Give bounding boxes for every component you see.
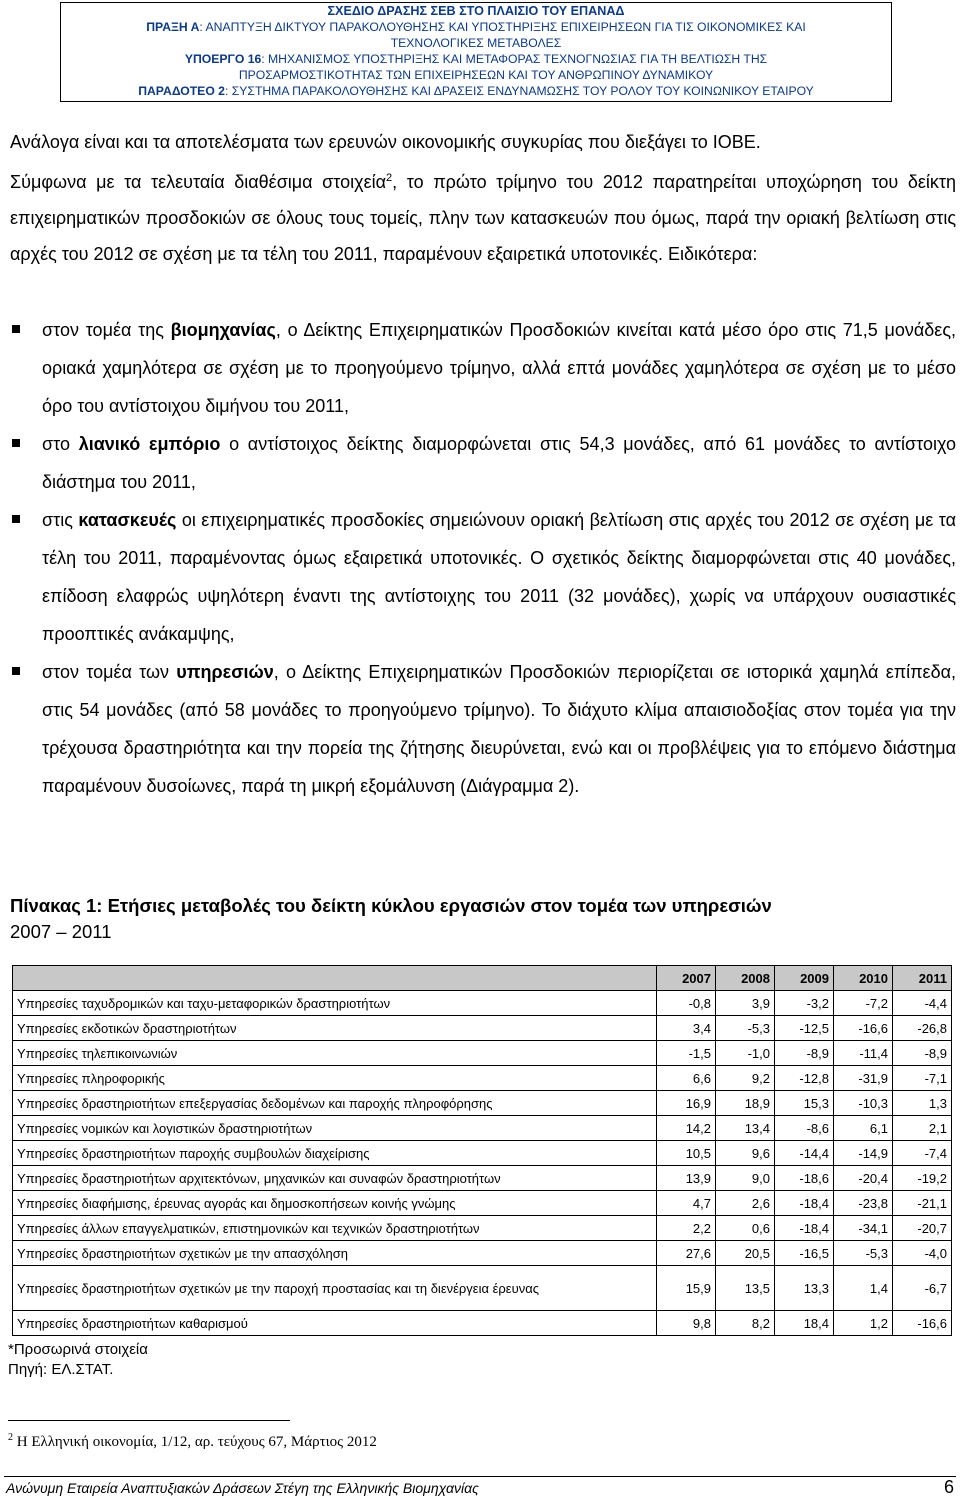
source-note: Πηγή: ΕΛ.ΣΤΑΤ. (8, 1361, 114, 1378)
value-cell: -20,7 (893, 1216, 952, 1241)
value-cell: -7,4 (893, 1141, 952, 1166)
row-label: Υπηρεσίες τηλεπικοινωνιών (13, 1041, 657, 1066)
bullet-marker (12, 667, 20, 675)
table-row (13, 1266, 952, 1311)
header-line-3: ΤΕΧΝΟΛΟΓΙΚΕΣ ΜΕΤΑΒΟΛΕΣ (390, 36, 562, 50)
value-cell: -7,1 (893, 1066, 952, 1091)
value-cell: 16,9 (657, 1091, 716, 1116)
header-line-1: ΣΧΕΔΙΟ ΔΡΑΣΗΣ ΣΕΒ ΣΤΟ ΠΛΑΙΣΙΟ ΤΟΥ ΕΠΑΝΑΔ (327, 4, 625, 18)
value-cell: 4,7 (657, 1191, 716, 1216)
table-row (13, 1241, 952, 1266)
table-row (13, 991, 952, 1016)
value-cell: 14,2 (657, 1116, 716, 1141)
table-row (13, 1191, 952, 1216)
value-cell: -23,8 (834, 1191, 893, 1216)
table-row (13, 1091, 952, 1116)
value-cell: 3,9 (716, 991, 775, 1016)
value-cell: -11,4 (834, 1041, 893, 1066)
value-cell: 9,8 (657, 1311, 716, 1336)
bullet-marker (12, 325, 20, 333)
value-cell: 3,4 (657, 1016, 716, 1041)
provisional-note: *Προσωρινά στοιχεία (8, 1341, 148, 1358)
row-label: Υπηρεσίες δραστηριοτήτων σχετικών με την παροχή προστασίας και τη διενέργεια έρευνας (13, 1266, 657, 1311)
value-cell: 20,5 (716, 1241, 775, 1266)
value-cell: 8,2 (716, 1311, 775, 1336)
value-cell: 6,1 (834, 1116, 893, 1141)
value-cell: 2,6 (716, 1191, 775, 1216)
value-cell: 2,2 (657, 1216, 716, 1241)
value-cell: 6,6 (657, 1066, 716, 1091)
row-label: Υπηρεσίες διαφήμισης, έρευνας αγοράς και δημοσκοπήσεων κοινής γνώμης (13, 1191, 657, 1216)
value-cell: -1,0 (716, 1041, 775, 1066)
year-header: 2011 (893, 966, 952, 991)
footnote-ref: 2 (386, 172, 393, 184)
row-label: Υπηρεσίες δραστηριοτήτων σχετικών με την απασχόληση (13, 1241, 657, 1266)
value-cell: -4,0 (893, 1241, 952, 1266)
value-cell: -7,2 (834, 991, 893, 1016)
table-row (13, 1066, 952, 1091)
value-cell: -14,4 (775, 1141, 834, 1166)
row-label: Υπηρεσίες νομικών και λογιστικών δραστηριοτήτων (13, 1116, 657, 1141)
bullet-marker (12, 439, 20, 447)
value-cell: -1,5 (657, 1041, 716, 1066)
value-cell: -6,7 (893, 1266, 952, 1311)
value-cell: -8,9 (775, 1041, 834, 1066)
page-number: 6 (943, 1477, 954, 1497)
bullet-industry: στον τομέα της βιομηχανίας, ο Δείκτης Επιχειρηματικών Προσδοκιών κινείται κατά μέσο όρο στις 71,5 μονάδες, οριακά χαμηλότερα σε σχέση με το προηγούμενο τρίμηνο, αλλά επτά μονάδες χαμηλότερα σε σχέση με το μέσο όρο του αντίστοιχου διμήνου του 2011, (10, 311, 956, 425)
table-header-row (13, 966, 952, 991)
table-row (13, 1311, 952, 1336)
value-cell: -10,3 (834, 1091, 893, 1116)
value-cell: -0,8 (657, 991, 716, 1016)
table-row (13, 1041, 952, 1066)
row-label: Υπηρεσίες δραστηριοτήτων καθαρισμού (13, 1311, 657, 1336)
value-cell: 15,3 (775, 1091, 834, 1116)
value-cell: 13,4 (716, 1116, 775, 1141)
row-label: Υπηρεσίες δραστηριοτήτων επεξεργασίας δεδομένων και παροχής πληροφόρησης (13, 1091, 657, 1116)
value-cell: -12,5 (775, 1016, 834, 1041)
footer-organization: Ανώνυμη Εταιρεία Αναπτυξιακών Δράσεων Στέγη της Ελληνικής Βιομηχανίας (6, 1480, 479, 1496)
header-line-5: ΠΡΟΣΑΡΜΟΣΤΙΚΟΤΗΤΑΣ ΤΩΝ ΕΠΙΧΕΙΡΗΣΕΩΝ ΚΑΙ ΤΟΥ ΑΝΘΡΩΠΙΝΟΥ ΔΥΝΑΜΙΚΟΥ (238, 68, 714, 82)
value-cell: 1,2 (834, 1311, 893, 1336)
value-cell: -5,3 (716, 1016, 775, 1041)
value-cell: -19,2 (893, 1166, 952, 1191)
table-notes (8, 1340, 148, 1380)
bullet-list (10, 311, 956, 805)
footnote-separator (8, 1420, 290, 1421)
value-cell: 0,6 (716, 1216, 775, 1241)
value-cell: -16,6 (834, 1016, 893, 1041)
value-cell: -18,4 (775, 1216, 834, 1241)
bullet-retail: στο λιανικό εμπόριο ο αντίστοιχος δείκτης διαμορφώνεται στις 54,3 μονάδες, από 61 μονάδες το αντίστοιχο διάστημα του 2011, (10, 425, 956, 501)
value-cell: -16,6 (893, 1311, 952, 1336)
table-title: Πίνακας 1: Ετήσιες μεταβολές του δείκτη κύκλου εργασιών στον τομέα των υπηρεσιών 2007 – 2011 (10, 895, 772, 942)
value-cell: -34,1 (834, 1216, 893, 1241)
value-cell: 18,4 (775, 1311, 834, 1336)
table-row (13, 1141, 952, 1166)
value-cell: -8,6 (775, 1116, 834, 1141)
value-cell: 27,6 (657, 1241, 716, 1266)
table-row (13, 1216, 952, 1241)
value-cell: 2,1 (893, 1116, 952, 1141)
table-row (13, 1116, 952, 1141)
header-line-4: ΥΠΟΕΡΓΟ 16: ΜΗΧΑΝΙΣΜΟΣ ΥΠΟΣΤΗΡΙΞΗΣ ΚΑΙ ΜΕΤΑΦΟΡΑΣ ΤΕΧΝΟΓΝΩΣΙΑΣ ΓΙΑ ΤΗ ΒΕΛΤΙΩΣΗ ΤΗΣ (184, 52, 768, 66)
value-cell: -18,4 (775, 1191, 834, 1216)
value-cell: -20,4 (834, 1166, 893, 1191)
row-label: Υπηρεσίες εκδοτικών δραστηριοτήτων (13, 1016, 657, 1041)
row-label: Υπηρεσίες δραστηριοτήτων παροχής συμβουλών διαχείρισης (13, 1141, 657, 1166)
value-cell: -26,8 (893, 1016, 952, 1041)
bullet-services: στον τομέα των υπηρεσιών, ο Δείκτης Επιχειρηματικών Προσδοκιών περιορίζεται σε ιστορικά χαμηλά επίπεδα, στις 54 μονάδες (από 58 μονάδες το προηγούμενο τρίμηνο). Το διάχυτο κλίμα απαισιοδοξίας στον τομέα για την τρέχουσα δραστηριότητα και την πορεία της ζήτησης διευρύνεται, ενώ και οι προβλέψεις για το επόμενο διάστημα παραμένουν δυσοίωνες, παρά τη μικρή εξομάλυνση (Διάγραμμα 2). (10, 653, 956, 805)
value-cell: 15,9 (657, 1266, 716, 1311)
value-cell: -31,9 (834, 1066, 893, 1091)
value-cell: -18,6 (775, 1166, 834, 1191)
year-header: 2008 (716, 966, 775, 991)
year-header: 2009 (775, 966, 834, 991)
table-row (13, 1166, 952, 1191)
bullet-marker (12, 515, 20, 523)
row-label: Υπηρεσίες άλλων επαγγελματικών, επιστημονικών και τεχνικών δραστηριοτήτων (13, 1216, 657, 1241)
value-cell: 1,3 (893, 1091, 952, 1116)
footer-separator (4, 1476, 956, 1477)
value-cell: -16,5 (775, 1241, 834, 1266)
value-cell: 18,9 (716, 1091, 775, 1116)
value-cell: -4,4 (893, 991, 952, 1016)
year-header: 2010 (834, 966, 893, 991)
value-cell: -21,1 (893, 1191, 952, 1216)
value-cell: -12,8 (775, 1066, 834, 1091)
value-cell: 9,2 (716, 1066, 775, 1091)
document-header (60, 2, 892, 102)
table-body (13, 991, 952, 1336)
value-cell: 13,5 (716, 1266, 775, 1311)
bullet-construction: στις κατασκευές οι επιχειρηματικές προσδοκίες σημειώνουν οριακή βελτίωση στις αρχές του 2012 σε σχέση με τα τέλη του 2011, παραμένοντας όμως εξαιρετικά υποτονικές. Ο σχετικός δείκτης διαμορφώνεται στις 40 μονάδες, επίδοση ελαφρώς υψηλότερη έναντι της αντίστοιχης του 2011 (32 μονάδες), χωρίς να υπάρχουν ουσιαστικές προοπτικές ανάκαμψης, (10, 501, 956, 653)
value-cell: 10,5 (657, 1141, 716, 1166)
value-cell: -14,9 (834, 1141, 893, 1166)
intro-paragraph-1: Ανάλογα είναι και τα αποτελέσματα των ερευνών οικονομικής συγκυρίας που διεξάγει το ΙΟΒΕ. (10, 132, 761, 152)
value-cell: 9,0 (716, 1166, 775, 1191)
header-line-6: ΠΑΡΑΔΟΤΕΟ 2: ΣΥΣΤΗΜΑ ΠΑΡΑΚΟΛΟΥΘΗΣΗΣ ΚΑΙ ΔΡΑΣΕΙΣ ΕΝΔΥΝΑΜΩΣΗΣ ΤΟΥ ΡΟΛΟΥ ΤΟΥ ΚΟΙΝΩΝΙΚΟΥ ΕΤΑΙΡΟΥ (138, 84, 814, 98)
header-line-2: ΠΡΑΞΗ Α: ΑΝΑΠΤΥΞΗ ΔΙΚΤΥΟΥ ΠΑΡΑΚΟΛΟΥΘΗΣΗΣ ΚΑΙ ΥΠΟΣΤΗΡΙΞΗΣ ΕΠΙΧΕΙΡΗΣΕΩΝ ΓΙΑ ΤΙΣ ΟΙΚΟΝΟΜΙΚΕΣ ΚΑΙ (146, 20, 806, 34)
footnote: $^2$ Η Ελληνική οικονομία, 1/12, αρ. τεύχους 67, Μάρτιος 2012 (8, 1432, 377, 1450)
table-row (13, 1016, 952, 1041)
intro-paragraph-2: Σύμφωνα με τα τελευταία διαθέσιμα στοιχεία$^2$, το πρώτο τρίμηνο του 2012 παρατηρείται υποχώρηση του δείκτη επιχειρηματικών προσδοκιών σε όλους τους τομείς, πλην των κατασκευών που όμως, παρά την οριακή βελτίωση στις αρχές του 2012 σε σχέση με τα τέλη του 2011, παραμένουν εξαιρετικά υποτονικές. Ειδικότερα: (10, 172, 956, 264)
value-cell: 1,4 (834, 1266, 893, 1311)
row-label: Υπηρεσίες δραστηριοτήτων αρχιτεκτόνων, μηχανικών και συναφών δραστηριοτήτων (13, 1166, 657, 1191)
value-cell: 13,9 (657, 1166, 716, 1191)
value-cell: -8,9 (893, 1041, 952, 1066)
row-label: Υπηρεσίες πληροφορικής (13, 1066, 657, 1091)
value-cell: 9,6 (716, 1141, 775, 1166)
year-header: 2007 (657, 966, 716, 991)
intro-text (10, 124, 956, 272)
row-label: Υπηρεσίες ταχυδρομικών και ταχυ-μεταφορικών δραστηριοτήτων (13, 991, 657, 1016)
table-header-blank (13, 966, 657, 991)
value-cell: 13,3 (775, 1266, 834, 1311)
value-cell: -3,2 (775, 991, 834, 1016)
value-cell: -5,3 (834, 1241, 893, 1266)
services-turnover-table (12, 965, 952, 1336)
